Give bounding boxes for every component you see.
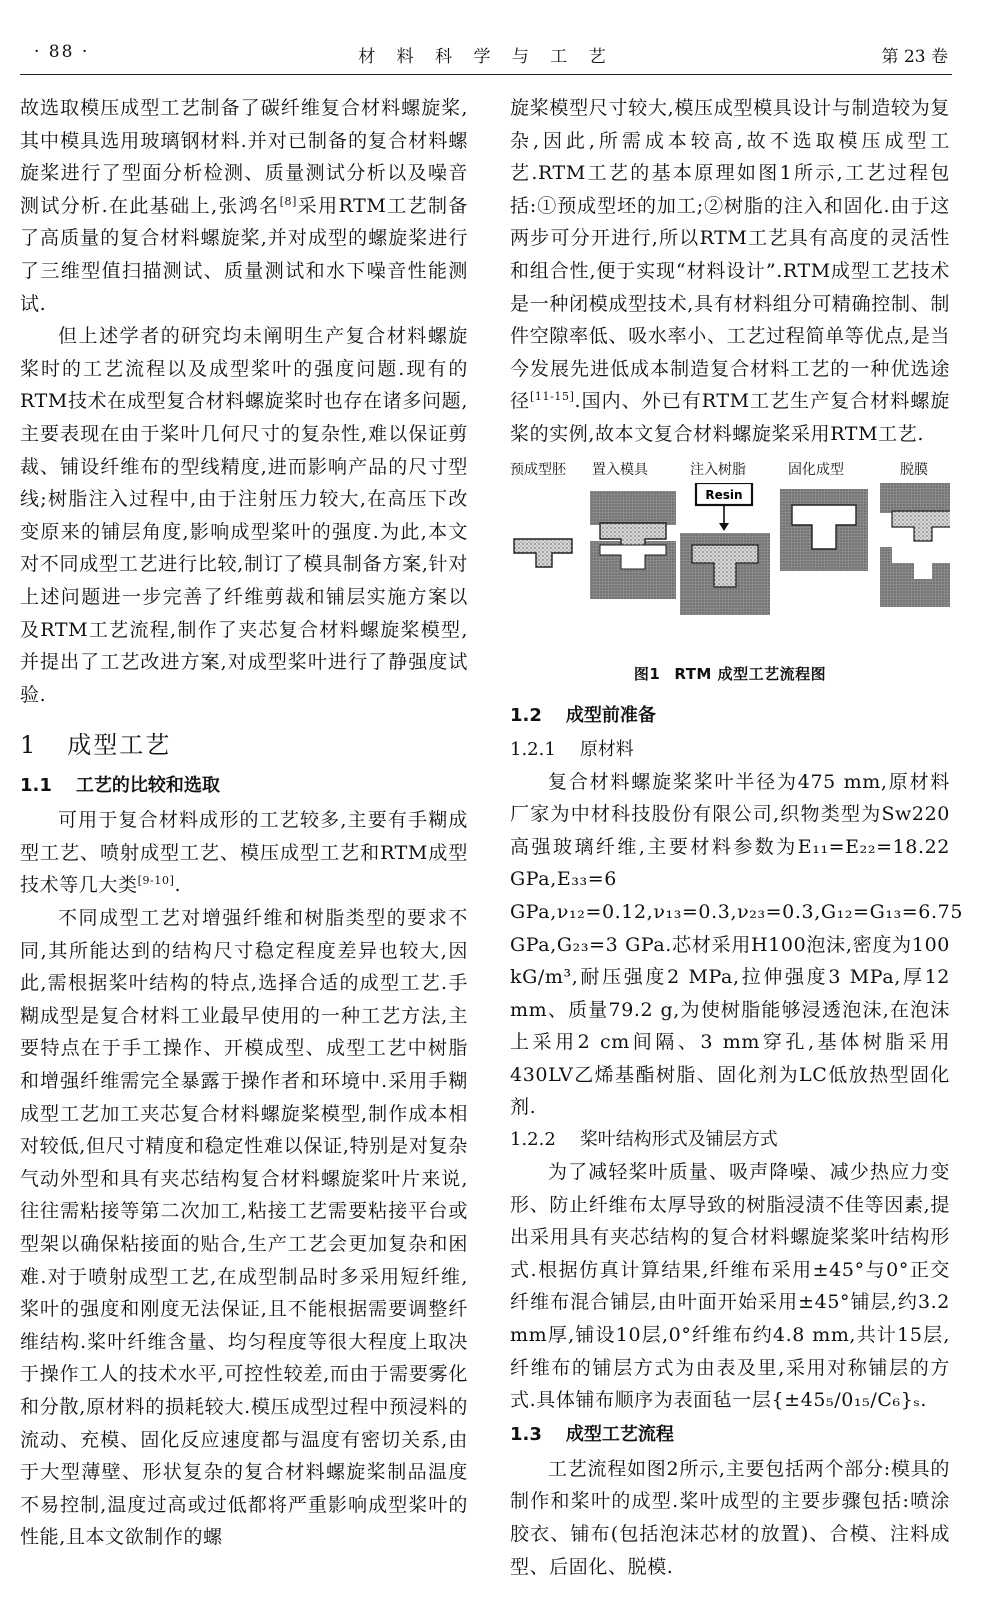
paragraph: 故选取模压成型工艺制备了碳纤维复合材料螺旋桨,其中模具选用玻璃钢材料.并对已制备的复合材料螺旋桨进行了型面分析检测、质量测试分析以及噪音测试分析.在此基础上,张鸿名[8]采用RTM工艺制备了高质量的复合材料螺旋桨,并对成型的螺旋桨进行了三维型值扫描测试、质量测试和水下噪音性能测试. <box>20 97 469 315</box>
page-header <box>20 34 952 75</box>
paragraph: 复合材料螺旋桨桨叶半径为475 mm,原材料厂家为中材科技股份有限公司,织物类型为Sw220高强玻璃纤维,主要材料参数为E₁₁=E₂₂=18.22 GPa,E₃₃=6 GPa,ν₁₂=0.12,ν₁₃=0.3,ν₂₃=0.3,G₁₂=G₁₃=6.75 GPa,G₂₃=3 GPa.芯材采用H100泡沫,密度为100 kG/m³,耐压强度2 MPa,拉伸强度3 MPa,厚12 mm、质量79.2 g,为使树脂能够浸透泡沫,在泡沫上采用2 cm间隔、3 mm穿孔,基体树脂采用430LV乙烯基酯树脂、固化剂为LC低放热型固化剂. <box>510 770 964 1119</box>
volume-label: 第 23 卷 <box>881 47 948 67</box>
stage-label: 脱膜 <box>900 461 928 478</box>
subsection-heading: 1.1 工艺的比较和选取 <box>20 775 220 797</box>
page-number: · 88 · <box>34 42 90 62</box>
mold-insert-stage <box>590 491 676 599</box>
subsection-heading: 1.3 成型工艺流程 <box>510 1423 674 1445</box>
subsection-heading: 1.2 成型前准备 <box>510 704 656 726</box>
paragraph: 工艺流程如图2所示,主要包括两个部分:模具的制作和桨叶的成型.桨叶成型的主要步骤包括:喷涂胶衣、铺布(包括泡沫芯材的放置)、合模、注料成型、后固化、脱模. <box>510 1457 950 1578</box>
demold-stage <box>880 483 950 607</box>
paragraph: 可用于复合材料成形的工艺较多,主要有手糊成型工艺、喷射成型工艺、模压成型工艺和RTM成型技术等几大类[9-10]. <box>20 809 468 897</box>
resin-injection-stage <box>680 483 770 615</box>
citation: [9-10] <box>137 874 175 888</box>
subsubsection-heading: 1.2.2 桨叶结构形式及铺层方式 <box>510 1129 778 1151</box>
stage-label: 注入树脂 <box>690 461 746 478</box>
left-column <box>20 92 468 1554</box>
figure-caption: 图1 RTM 成型工艺流程图 <box>633 664 827 683</box>
citation: [11-15] <box>530 390 575 404</box>
stage-label: 预成型胚 <box>510 461 566 478</box>
paragraph: 但上述学者的研究均未阐明生产复合材料螺旋桨时的工艺流程以及成型桨叶的强度问题.现有的RTM技术在成型复合材料螺旋桨时也存在诸多问题,主要表现在由于桨叶几何尺寸的复杂性,难以保证剪裁、铺设纤维布的型线精度,进而影响产品的尺寸型线;树脂注入过程中,由于注射压力较大,在高压下改变原来的铺层角度,影响成型桨叶的强度.为此,本文对不同成型工艺进行比较,制订了模具制备方案,针对上述问题进一步完善了纤维剪裁和铺层实施方案以及RTM工艺流程,制作了夹芯复合材料螺旋桨模型,并提出了工艺改进方案,对成型桨叶进行了静强度试验. <box>20 325 468 706</box>
curing-stage <box>780 489 868 571</box>
right-column <box>510 92 964 1583</box>
section-heading: 1 成型工艺 <box>20 731 172 760</box>
process-diagram <box>510 483 950 653</box>
paragraph: 旋桨模型尺寸较大,模压成型模具设计与制造较为复杂,因此,所需成本较高,故不选取模压成型工艺.RTM工艺的基本原理如图1所示,工艺过程包括:①预成型坯的加工;②树脂的注入和固化.由于这两步可分开进行,所以RTM工艺具有高度的灵活性和组合性,便于实现“材料设计”.RTM成型工艺技术是一种闭模成型技术,具有材料组分可精确控制、制件空隙率低、吸水率小、工艺过程简单等优点,是当今发展先进低成本制造复合材料工艺的一种优选途径[11-15].国内、外已有RTM工艺生产复合材料螺旋桨的实例,故本文复合材料螺旋桨采用RTM工艺. <box>510 97 950 445</box>
figure-rtm-process <box>510 459 950 659</box>
resin-label: Resin <box>705 487 743 502</box>
subsubsection-heading: 1.2.1 原材料 <box>510 738 634 760</box>
paragraph: 为了减轻桨叶质量、吸声降噪、减少热应力变形、防止纤维布太厚导致的树脂浸渍不佳等因素,提出采用具有夹芯结构的复合材料螺旋桨桨叶结构形式.根据仿真计算结果,纤维布采用±45°与0°正交纤维布混合铺层,由叶面开始采用±45°铺层,约3.2 mm厚,铺设10层,0°纤维布约4.8 mm,共计15层,纤维布的铺层方式为由表及里,采用对称铺层的方式.具体铺布顺序为表面毡一层{±45₅/0₁₅/C₆}ₛ. <box>510 1161 950 1412</box>
stage-label: 置入模具 <box>592 461 648 478</box>
preform-stage <box>514 539 572 567</box>
stage-label: 固化成型 <box>788 461 844 478</box>
paragraph: 不同成型工艺对增强纤维和树脂类型的要求不同,其所能达到的结构尺寸稳定程度差异也较大,因此,需根据桨叶结构的特点,选择合适的成型工艺.手糊成型是复合材料工业最早使用的一种工艺方法,主要特点在于手工操作、开模成型、成型工艺中树脂和增强纤维需完全暴露于操作者和环境中.采用手糊成型工艺加工夹芯复合材料螺旋桨模型,制作成本相对较低,但尺寸精度和稳定性难以保证,特别是对复杂气动外型和具有夹芯结构复合材料螺旋桨叶片来说,往往需粘接等第二次加工,粘接工艺需要粘接平台或型架以确保粘接面的贴合,生产工艺会更加复杂和困难.对于喷射成型工艺,在成型制品时多采用短纤维,桨叶的强度和刚度无法保证,且不能根据需要调整纤维结构.桨叶纤维含量、均匀程度等很大程度上取决于操作工人的技术水平,可控性较差,而由于需要雾化和分散,原材料的损耗较大.模压成型过程中预浸料的流动、充模、固化反应速度都与温度有密切关系,由于大型薄壁、形状复杂的复合材料螺旋桨制品温度不易控制,温度过高或过低都将严重影响成型桨叶的性能,且本文欲制作的螺 <box>20 907 468 1549</box>
stage-labels <box>510 459 950 485</box>
citation: [8] <box>279 194 297 208</box>
journal-title: 材 料 科 学 与 工 艺 <box>358 47 614 67</box>
